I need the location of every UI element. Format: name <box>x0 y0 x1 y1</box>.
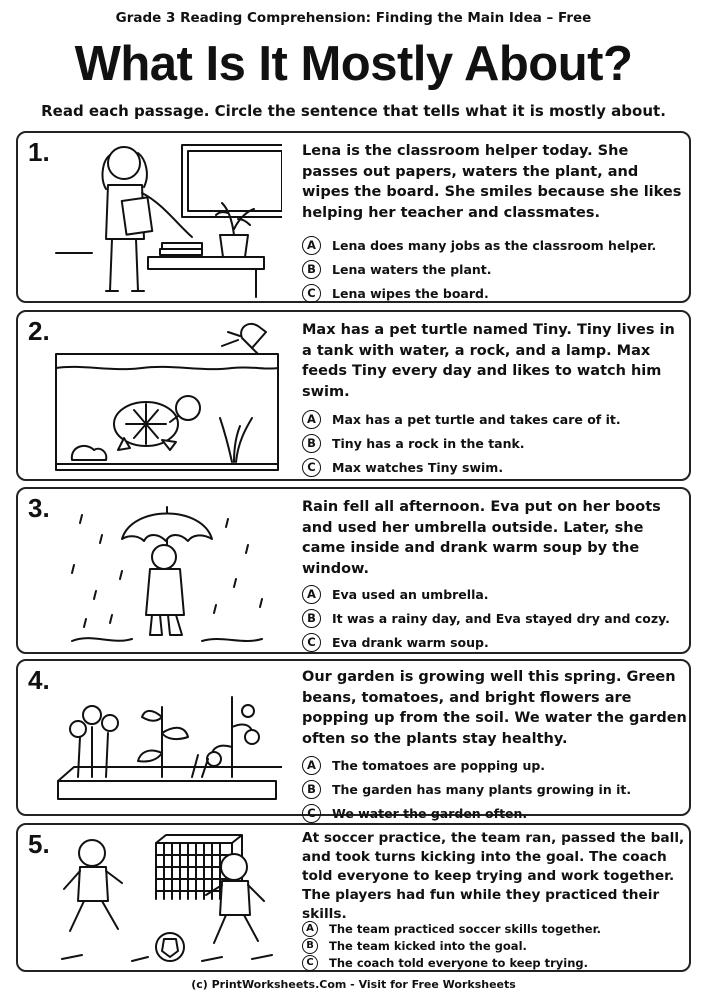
answer-options <box>302 920 687 971</box>
question-number: 1. <box>28 137 50 167</box>
option-letter: A <box>302 410 321 429</box>
classroom-helper-illustration <box>52 139 282 299</box>
option-letter: B <box>302 938 318 954</box>
worksheet-subtitle: Grade 3 Reading Comprehension: Finding the Main Idea – Free <box>115 10 592 26</box>
option-text: Lena does many jobs as the classroom helper. <box>332 237 657 253</box>
question-card-4 <box>16 659 691 821</box>
option-letter: B <box>302 260 321 279</box>
question-number: 4. <box>28 665 50 695</box>
answer-option-a[interactable] <box>302 233 687 257</box>
option-text: Lena waters the plant. <box>332 261 492 277</box>
option-text: The garden has many plants growing in it. <box>332 781 632 797</box>
rainy-day-illustration <box>52 495 282 651</box>
answer-option-c[interactable] <box>302 801 687 825</box>
option-letter: A <box>302 236 321 255</box>
answer-option-c[interactable] <box>302 630 687 654</box>
answer-option-a[interactable] <box>302 407 687 431</box>
option-text: Max watches Tiny swim. <box>332 459 504 475</box>
question-number: 2. <box>28 316 50 346</box>
passage-text: At soccer practice, the team ran, passed the ball, and took turns kicking into the goal. The coach told everyone to keep trying and work together. The players had fun while they practiced their skills. <box>302 830 685 922</box>
option-text: Lena wipes the board. <box>332 285 489 301</box>
passage-text: Rain fell all afternoon. Eva put on her boots and used her umbrella outside. Later, she came inside and drank warm soup by the window. <box>302 499 661 577</box>
instructions: Read each passage. Circle the sentence that tells what it is mostly about. <box>41 102 666 120</box>
page-title: What Is It Mostly About? <box>74 37 633 91</box>
question-card-5 <box>16 823 691 972</box>
option-letter: A <box>302 921 318 937</box>
option-letter: B <box>302 780 321 799</box>
option-letter: C <box>302 804 321 823</box>
option-text: Eva used an umbrella. <box>332 586 489 602</box>
turtle-tank-illustration <box>52 318 282 478</box>
option-text: The team kicked into the goal. <box>329 938 527 953</box>
option-text: Tiny has a rock in the tank. <box>332 435 525 451</box>
question-number: 5. <box>28 829 50 859</box>
answer-option-b[interactable] <box>302 257 687 281</box>
soccer-practice-illustration <box>52 831 282 971</box>
option-letter: C <box>302 284 321 303</box>
answer-options <box>302 753 687 825</box>
passage-text: Lena is the classroom helper today. She passes out papers, waters the plant, and wipes the board. She smiles because she likes helping her teacher and classmates. <box>302 143 682 221</box>
option-text: It was a rainy day, and Eva stayed dry and cozy. <box>332 610 670 626</box>
answer-options <box>302 233 687 305</box>
question-card-2 <box>16 310 691 481</box>
option-text: The tomatoes are popping up. <box>332 757 546 773</box>
answer-option-c[interactable] <box>302 281 687 305</box>
passage-text: Our garden is growing well this spring. Green beans, tomatoes, and bright flowers are popping up from the soil. We water the garden often so the plants stay healthy. <box>302 669 687 747</box>
answer-option-b[interactable] <box>302 431 687 455</box>
answer-options <box>302 582 687 654</box>
option-letter: C <box>302 633 321 652</box>
option-letter: B <box>302 609 321 628</box>
garden-illustration <box>52 667 282 813</box>
option-text: We water the garden often. <box>332 805 528 821</box>
option-text: The team practiced soccer skills together. <box>329 921 601 936</box>
option-text: Max has a pet turtle and takes care of it. <box>332 411 621 427</box>
answer-option-a[interactable] <box>302 582 687 606</box>
option-text: Eva drank warm soup. <box>332 634 489 650</box>
question-card-3 <box>16 487 691 654</box>
footer-credit: (c) PrintWorksheets.Com - Visit for Free Worksheets <box>191 978 516 991</box>
passage-text: Max has a pet turtle named Tiny. Tiny lives in a tank with water, a rock, and a lamp. Max feeds Tiny every day and likes to watch him swim. <box>302 322 675 400</box>
answer-option-b[interactable] <box>302 606 687 630</box>
option-letter: A <box>302 585 321 604</box>
answer-option-b[interactable] <box>302 777 687 801</box>
answer-option-a[interactable] <box>302 920 687 937</box>
answer-option-a[interactable] <box>302 753 687 777</box>
option-letter: C <box>302 458 321 477</box>
option-letter: A <box>302 756 321 775</box>
answer-option-c[interactable] <box>302 455 687 479</box>
option-text: The coach told everyone to keep trying. <box>329 955 589 970</box>
option-letter: C <box>302 955 318 971</box>
question-card-1 <box>16 131 691 303</box>
question-number: 3. <box>28 493 50 523</box>
answer-options <box>302 407 687 479</box>
answer-option-c[interactable] <box>302 954 687 971</box>
answer-option-b[interactable] <box>302 937 687 954</box>
option-letter: B <box>302 434 321 453</box>
